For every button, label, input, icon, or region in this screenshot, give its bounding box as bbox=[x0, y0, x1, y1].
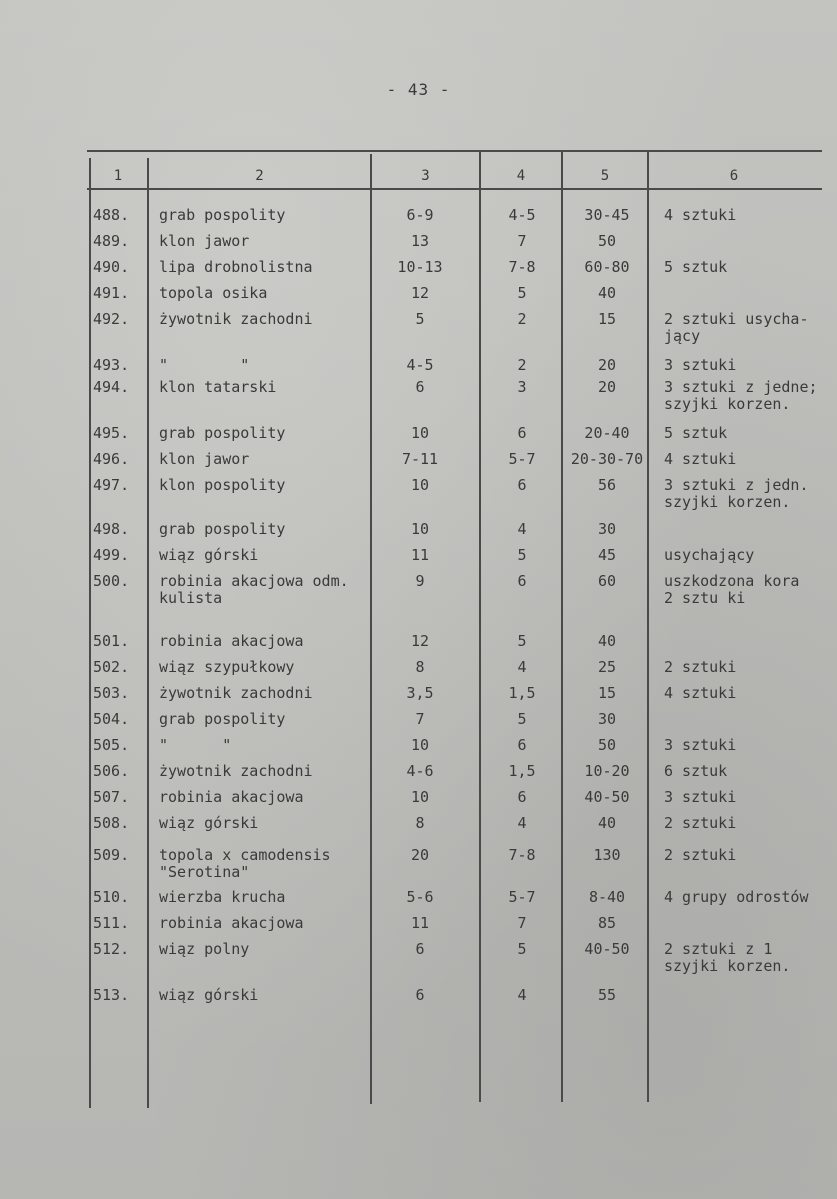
height-value: 6-9 bbox=[406, 206, 434, 224]
row-number: 490. bbox=[93, 258, 130, 276]
remarks: 2 sztuki bbox=[664, 658, 737, 676]
circumference-value: 8-40 bbox=[588, 888, 626, 906]
crown-value: 1,5 bbox=[508, 762, 536, 780]
species-name: topola x camodensis "Serotina" bbox=[159, 846, 331, 881]
species-name: klon jawor bbox=[159, 232, 250, 250]
crown-value: 4 bbox=[517, 986, 527, 1004]
row-number: 510. bbox=[93, 888, 130, 906]
species-name: robinia akacjowa bbox=[159, 914, 304, 932]
row-number: 506. bbox=[93, 762, 130, 780]
species-name: " " bbox=[159, 356, 250, 374]
remarks: 2 sztuki usycha- jący bbox=[664, 310, 809, 345]
remarks: 3 sztuki bbox=[664, 356, 737, 374]
remarks: 2 sztuki z 1 szyjki korzen. bbox=[664, 940, 791, 975]
height-value: 13 bbox=[410, 232, 430, 250]
height-value: 9 bbox=[415, 572, 425, 590]
crown-value: 6 bbox=[517, 572, 527, 590]
height-value: 6 bbox=[415, 940, 425, 958]
remarks: 4 sztuki bbox=[664, 450, 737, 468]
height-value: 10 bbox=[410, 788, 430, 806]
column-header-3: 3 bbox=[421, 168, 430, 184]
circumference-value: 20-30-70 bbox=[570, 450, 644, 468]
remarks: 5 sztuk bbox=[664, 258, 728, 276]
circumference-value: 15 bbox=[597, 684, 617, 702]
row-number: 492. bbox=[93, 310, 130, 328]
remarks: 3 sztuki z jedne; szyjki korzen. bbox=[664, 378, 818, 413]
row-number: 505. bbox=[93, 736, 130, 754]
circumference-value: 50 bbox=[597, 232, 617, 250]
remarks: 3 sztuki bbox=[664, 788, 737, 806]
crown-value: 5 bbox=[517, 284, 527, 302]
circumference-value: 130 bbox=[593, 846, 621, 864]
crown-value: 7 bbox=[517, 914, 527, 932]
height-value: 12 bbox=[410, 284, 430, 302]
tree-inventory-table bbox=[87, 150, 837, 1110]
height-value: 6 bbox=[415, 378, 425, 396]
species-name: żywotnik zachodni bbox=[159, 684, 313, 702]
circumference-value: 55 bbox=[597, 986, 617, 1004]
remarks: 2 sztuki bbox=[664, 846, 737, 864]
species-name: grab pospolity bbox=[159, 206, 286, 224]
column-header-1: 1 bbox=[113, 168, 123, 184]
header-bottom-rule bbox=[87, 188, 822, 190]
height-value: 7-11 bbox=[401, 450, 439, 468]
column-header-5: 5 bbox=[600, 168, 610, 184]
species-name: robinia akacjowa bbox=[159, 632, 304, 650]
crown-value: 3 bbox=[517, 378, 527, 396]
circumference-value: 25 bbox=[597, 658, 617, 676]
circumference-value: 15 bbox=[597, 310, 617, 328]
row-number: 503. bbox=[93, 684, 130, 702]
height-value: 20 bbox=[410, 846, 430, 864]
height-value: 7 bbox=[415, 710, 425, 728]
crown-value: 5-7 bbox=[508, 888, 536, 906]
circumference-value: 20 bbox=[597, 378, 617, 396]
crown-value: 5-7 bbox=[508, 450, 536, 468]
crown-value: 7-8 bbox=[508, 846, 536, 864]
height-value: 4-5 bbox=[406, 356, 434, 374]
circumference-value: 30 bbox=[597, 520, 617, 538]
species-name: grab pospolity bbox=[159, 520, 286, 538]
row-number: 493. bbox=[93, 356, 130, 374]
row-number: 496. bbox=[93, 450, 130, 468]
circumference-value: 40-50 bbox=[584, 788, 630, 806]
species-name: wiąz górski bbox=[159, 546, 259, 564]
remarks: 2 sztuki bbox=[664, 814, 737, 832]
height-value: 10 bbox=[410, 476, 430, 494]
circumference-value: 20 bbox=[597, 356, 617, 374]
remarks: uszkodzona kora 2 sztu ki bbox=[664, 572, 800, 607]
row-number: 489. bbox=[93, 232, 130, 250]
circumference-value: 60-80 bbox=[584, 258, 630, 276]
column-header-6: 6 bbox=[729, 168, 739, 184]
height-value: 10-13 bbox=[397, 258, 443, 276]
species-name: grab pospolity bbox=[159, 710, 286, 728]
crown-value: 2 bbox=[517, 356, 527, 374]
row-number: 511. bbox=[93, 914, 130, 932]
species-name: robinia akacjowa odm. kulista bbox=[159, 572, 349, 607]
height-value: 6 bbox=[415, 986, 425, 1004]
crown-value: 6 bbox=[517, 476, 527, 494]
crown-value: 2 bbox=[517, 310, 527, 328]
row-number: 498. bbox=[93, 520, 130, 538]
species-name: wiąz górski bbox=[159, 986, 259, 1004]
circumference-value: 20-40 bbox=[584, 424, 630, 442]
remarks: 5 sztuk bbox=[664, 424, 728, 442]
circumference-value: 30 bbox=[597, 710, 617, 728]
species-name: lipa drobnolistna bbox=[159, 258, 313, 276]
remarks: 6 sztuk bbox=[664, 762, 728, 780]
row-number: 502. bbox=[93, 658, 130, 676]
row-number: 508. bbox=[93, 814, 130, 832]
crown-value: 5 bbox=[517, 632, 527, 650]
crown-value: 4-5 bbox=[508, 206, 536, 224]
row-number: 497. bbox=[93, 476, 130, 494]
remarks: 4 sztuki bbox=[664, 206, 737, 224]
circumference-value: 56 bbox=[597, 476, 617, 494]
row-number: 500. bbox=[93, 572, 130, 590]
circumference-value: 45 bbox=[597, 546, 617, 564]
remarks: 4 grupy odrostów bbox=[664, 888, 809, 906]
height-value: 8 bbox=[415, 658, 425, 676]
circumference-value: 85 bbox=[597, 914, 617, 932]
height-value: 3,5 bbox=[406, 684, 434, 702]
height-value: 5 bbox=[415, 310, 425, 328]
species-name: grab pospolity bbox=[159, 424, 286, 442]
crown-value: 5 bbox=[517, 710, 527, 728]
row-number: 504. bbox=[93, 710, 130, 728]
crown-value: 6 bbox=[517, 788, 527, 806]
crown-value: 5 bbox=[517, 546, 527, 564]
circumference-value: 60 bbox=[597, 572, 617, 590]
circumference-value: 30-45 bbox=[584, 206, 630, 224]
circumference-value: 10-20 bbox=[584, 762, 630, 780]
species-name: żywotnik zachodni bbox=[159, 310, 313, 328]
species-name: wierzba krucha bbox=[159, 888, 286, 906]
circumference-value: 40 bbox=[597, 632, 617, 650]
crown-value: 4 bbox=[517, 658, 527, 676]
circumference-value: 40 bbox=[597, 814, 617, 832]
species-name: robinia akacjowa bbox=[159, 788, 304, 806]
species-name: klon pospolity bbox=[159, 476, 286, 494]
row-number: 494. bbox=[93, 378, 130, 396]
row-number: 509. bbox=[93, 846, 130, 864]
remarks: 3 sztuki bbox=[664, 736, 737, 754]
height-value: 8 bbox=[415, 814, 425, 832]
crown-value: 7 bbox=[517, 232, 527, 250]
row-number: 499. bbox=[93, 546, 130, 564]
species-name: wiąz szypułkowy bbox=[159, 658, 295, 676]
height-value: 11 bbox=[410, 546, 430, 564]
species-name: wiąz polny bbox=[159, 940, 250, 958]
species-name: wiąz górski bbox=[159, 814, 259, 832]
height-value: 4-6 bbox=[406, 762, 434, 780]
page-number: - 43 - bbox=[386, 80, 451, 99]
crown-value: 4 bbox=[517, 520, 527, 538]
height-value: 10 bbox=[410, 424, 430, 442]
height-value: 10 bbox=[410, 520, 430, 538]
crown-value: 6 bbox=[517, 736, 527, 754]
height-value: 11 bbox=[410, 914, 430, 932]
row-number: 495. bbox=[93, 424, 130, 442]
remarks: 4 sztuki bbox=[664, 684, 737, 702]
species-name: klon jawor bbox=[159, 450, 250, 468]
crown-value: 5 bbox=[517, 940, 527, 958]
row-number: 512. bbox=[93, 940, 130, 958]
row-number: 491. bbox=[93, 284, 130, 302]
row-number: 507. bbox=[93, 788, 130, 806]
row-number: 501. bbox=[93, 632, 130, 650]
circumference-value: 40 bbox=[597, 284, 617, 302]
crown-value: 6 bbox=[517, 424, 527, 442]
table-top-rule bbox=[87, 150, 822, 152]
remarks: usychający bbox=[664, 546, 755, 564]
species-name: topola osika bbox=[159, 284, 268, 302]
circumference-value: 40-50 bbox=[584, 940, 630, 958]
crown-value: 1,5 bbox=[508, 684, 536, 702]
column-header-4: 4 bbox=[516, 168, 526, 184]
height-value: 12 bbox=[410, 632, 430, 650]
species-name: " " bbox=[159, 736, 232, 754]
column-rule bbox=[89, 158, 91, 1108]
row-number: 513. bbox=[93, 986, 130, 1004]
column-header-2: 2 bbox=[255, 168, 264, 184]
crown-value: 4 bbox=[517, 814, 527, 832]
height-value: 5-6 bbox=[406, 888, 434, 906]
crown-value: 7-8 bbox=[508, 258, 536, 276]
height-value: 10 bbox=[410, 736, 430, 754]
remarks: 3 sztuki z jedn. szyjki korzen. bbox=[664, 476, 809, 511]
circumference-value: 50 bbox=[597, 736, 617, 754]
species-name: klon tatarski bbox=[159, 378, 277, 396]
row-number: 488. bbox=[93, 206, 130, 224]
species-name: żywotnik zachodni bbox=[159, 762, 313, 780]
